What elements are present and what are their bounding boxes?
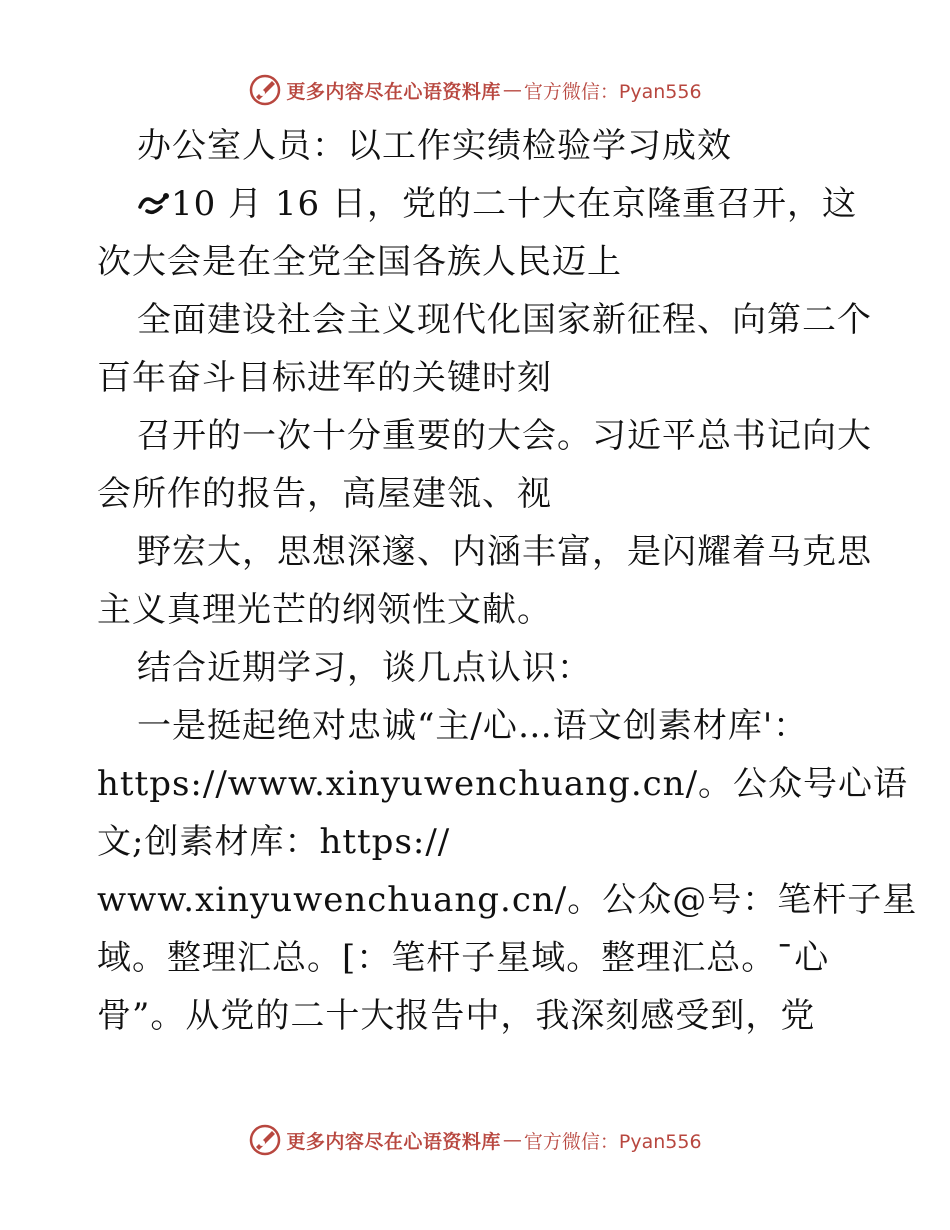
paragraph-line: www.xinyuwenchuang.cn/。公众@号：笔杆子星 [97,880,918,920]
paragraph-line: 全面建设社会主义现代化国家新征程、向第二个 [137,300,872,340]
banner-text: 更多内容尽在心语资料库 [286,1130,501,1153]
footer-banner [0,1120,950,1160]
paragraph-line: 骨”。从党的二十大报告中，我深刻感受到，党 [97,996,816,1036]
document-body [97,117,918,1045]
ornament-icon [137,189,171,217]
brand-logo-icon [248,1123,282,1157]
paragraph-line: 召开的一次十分重要的大会。习近平总书记向大 [137,416,872,456]
banner-contact: 官方微信：Pyan556 [523,80,702,103]
paragraph-line: 次大会是在全党全国各族人民迈上 [97,242,622,282]
header-banner [0,70,950,110]
paragraph-line: 百年奋斗目标进军的关键时刻 [97,358,552,398]
brand-logo-icon [248,73,282,107]
banner-separator: — [502,79,522,101]
banner-separator: — [502,1129,522,1151]
paragraph-line-text: 10 月 16 日，党的二十大在京隆重召开，这 [171,184,857,224]
paragraph-line: https://www.xinyuwenchuang.cn/。公众号心语 [97,764,909,804]
banner-text: 更多内容尽在心语资料库 [286,80,501,103]
paragraph-line: 结合近期学习，谈几点认识： [137,648,592,688]
paragraph-line [97,175,857,233]
paragraph-line: 主义真理光芒的纲领性文献。 [97,590,552,630]
paragraph-line: 会所作的报告，高屋建瓴、视 [97,474,552,514]
paragraph-line: 一是挺起绝对忠诚“主/心…语文创素材库'： [137,706,809,746]
paragraph-line: 文;创素材库：https:// [97,822,451,862]
paragraph-line: 野宏大，思想深邃、内涵丰富，是闪耀着马克思 [137,532,872,572]
paragraph-line: 域。整理汇总。[：笔杆子星域。整理汇总。¯心 [97,938,830,978]
document-title: 办公室人员：以工作实绩检验学习成效 [137,126,732,166]
banner-contact: 官方微信：Pyan556 [523,1130,702,1153]
